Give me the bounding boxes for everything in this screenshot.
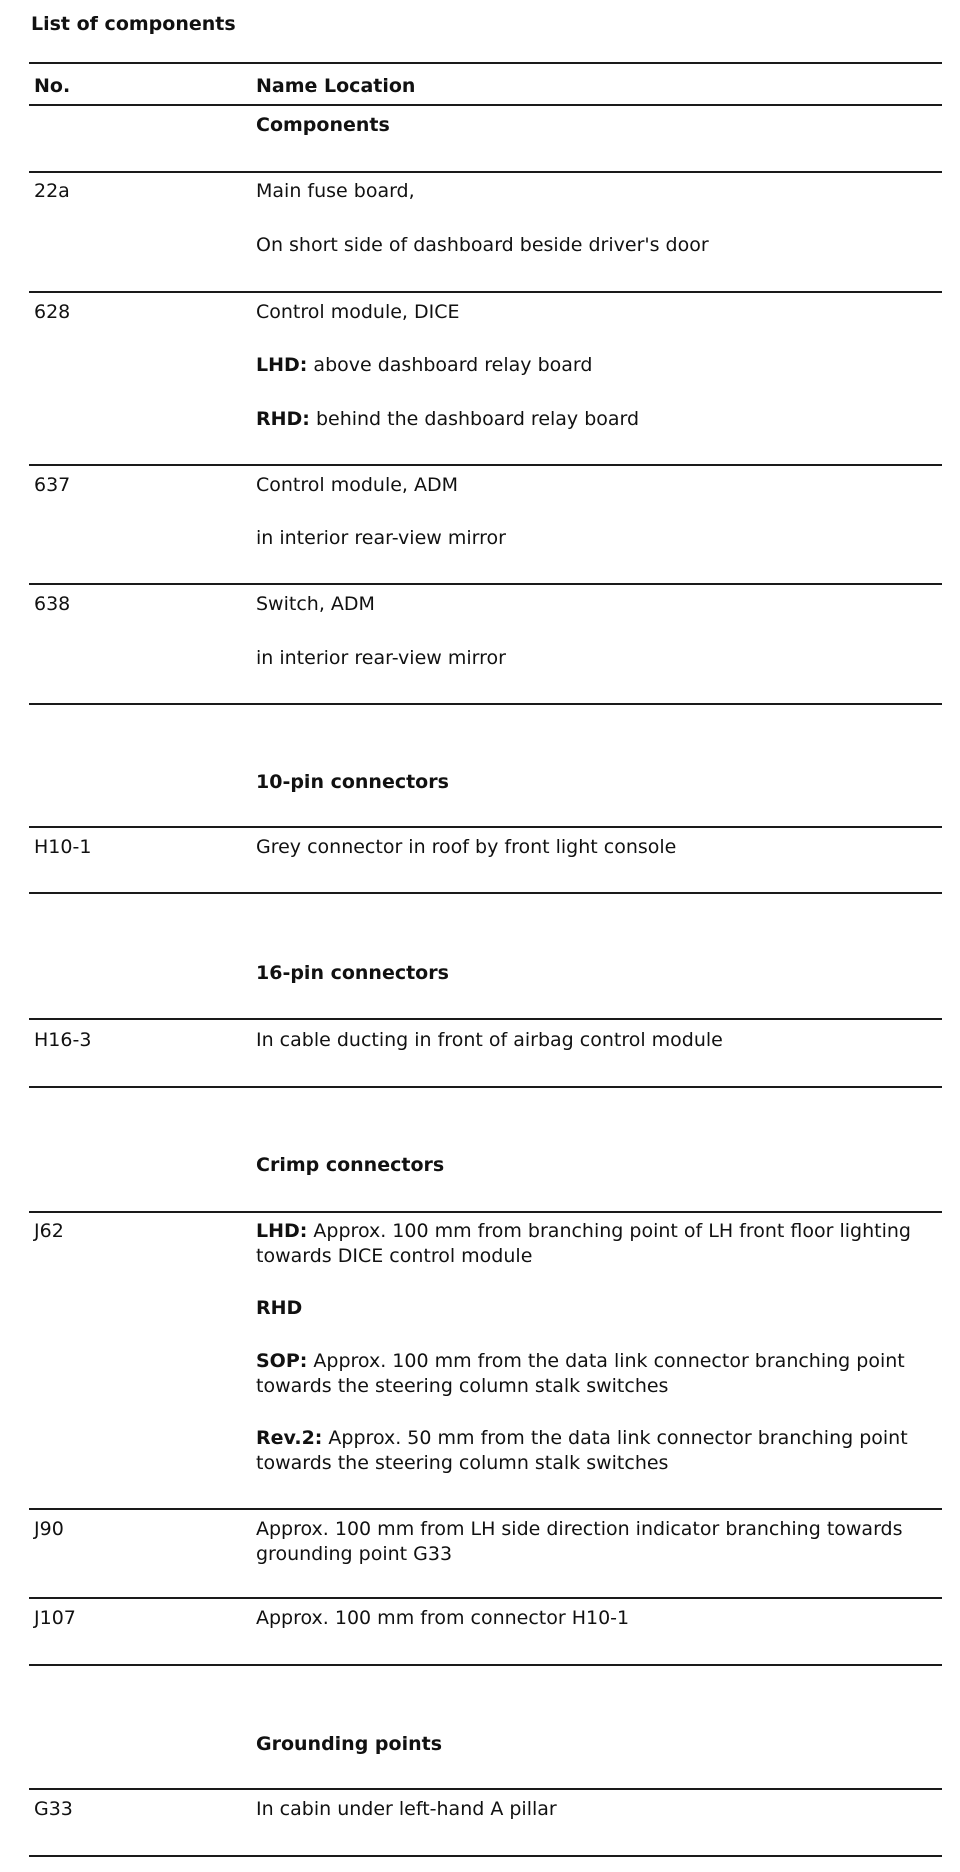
- row-number: J90: [34, 1518, 64, 1540]
- column-header-name-location: Name Location: [256, 75, 416, 97]
- section-heading-components: Components: [256, 114, 390, 136]
- section-heading-10-pin-connectors: 10-pin connectors: [256, 771, 449, 793]
- divider: [29, 583, 942, 585]
- rhd-text: behind the dashboard relay board: [309, 408, 640, 430]
- lhd-label: LHD:: [256, 1220, 308, 1242]
- divider: [29, 1508, 942, 1510]
- component-location-sop: [256, 1349, 946, 1399]
- lhd-text: above dashboard relay board: [307, 354, 593, 376]
- component-location: in interior rear-view mirror: [256, 647, 506, 669]
- row-number: G33: [34, 1798, 73, 1820]
- component-location-rev2: [256, 1426, 946, 1476]
- component-location: Approx. 100 mm from connector H10-1: [256, 1607, 630, 1629]
- component-location: in interior rear-view mirror: [256, 527, 506, 549]
- component-location-rhd: [256, 407, 639, 432]
- divider: [29, 703, 942, 705]
- divider: [29, 1211, 942, 1213]
- component-location: Grey connector in roof by front light console: [256, 836, 677, 858]
- component-location-lhd: [256, 353, 592, 378]
- lhd-label: LHD:: [256, 354, 308, 376]
- component-name: Control module, DICE: [256, 301, 460, 323]
- component-location: Approx. 100 mm from LH side direction indicator branching towards grounding point G33: [256, 1518, 903, 1565]
- column-header-no: No.: [34, 75, 71, 97]
- sop-text: Approx. 100 mm from the data link connector branching point towards the steering column stalk switches: [256, 1350, 905, 1397]
- component-location-lhd: [256, 1219, 946, 1269]
- component-location: On short side of dashboard beside driver's door: [256, 234, 709, 256]
- divider: [29, 826, 942, 828]
- divider: [29, 1664, 942, 1666]
- row-number: H16-3: [34, 1029, 92, 1051]
- component-name: Switch, ADM: [256, 593, 375, 615]
- row-number: J107: [34, 1607, 76, 1629]
- divider: [29, 62, 942, 64]
- component-name: Control module, ADM: [256, 474, 459, 496]
- section-heading-crimp-connectors: Crimp connectors: [256, 1154, 445, 1176]
- divider: [29, 1018, 942, 1020]
- lhd-text: Approx. 100 mm from branching point of LH front floor lighting towards DICE control module: [256, 1220, 911, 1267]
- component-location: In cable ducting in front of airbag control module: [256, 1029, 723, 1051]
- row-number: 628: [34, 301, 71, 323]
- row-number: H10-1: [34, 836, 92, 858]
- divider: [29, 1855, 942, 1857]
- divider: [29, 291, 942, 293]
- divider: [29, 1086, 942, 1088]
- divider: [29, 171, 942, 173]
- divider: [29, 104, 942, 106]
- rev2-text: Approx. 50 mm from the data link connector branching point towards the steering column stalk switches: [256, 1427, 908, 1474]
- component-name: Main fuse board,: [256, 180, 415, 202]
- section-heading-16-pin-connectors: 16-pin connectors: [256, 962, 449, 984]
- divider: [29, 892, 942, 894]
- page-title: List of components: [31, 13, 236, 35]
- section-heading-grounding-points: Grounding points: [256, 1733, 443, 1755]
- row-number: 22a: [34, 180, 70, 202]
- row-number: 638: [34, 593, 71, 615]
- divider: [29, 1597, 942, 1599]
- sop-label: SOP:: [256, 1350, 308, 1372]
- row-number: 637: [34, 474, 71, 496]
- rev2-label: Rev.2:: [256, 1427, 323, 1449]
- component-location: In cabin under left-hand A pillar: [256, 1798, 557, 1820]
- rhd-label: RHD:: [256, 408, 310, 430]
- rhd-heading: RHD: [256, 1297, 303, 1319]
- divider: [29, 464, 942, 466]
- row-number: J62: [34, 1220, 64, 1242]
- divider: [29, 1788, 942, 1790]
